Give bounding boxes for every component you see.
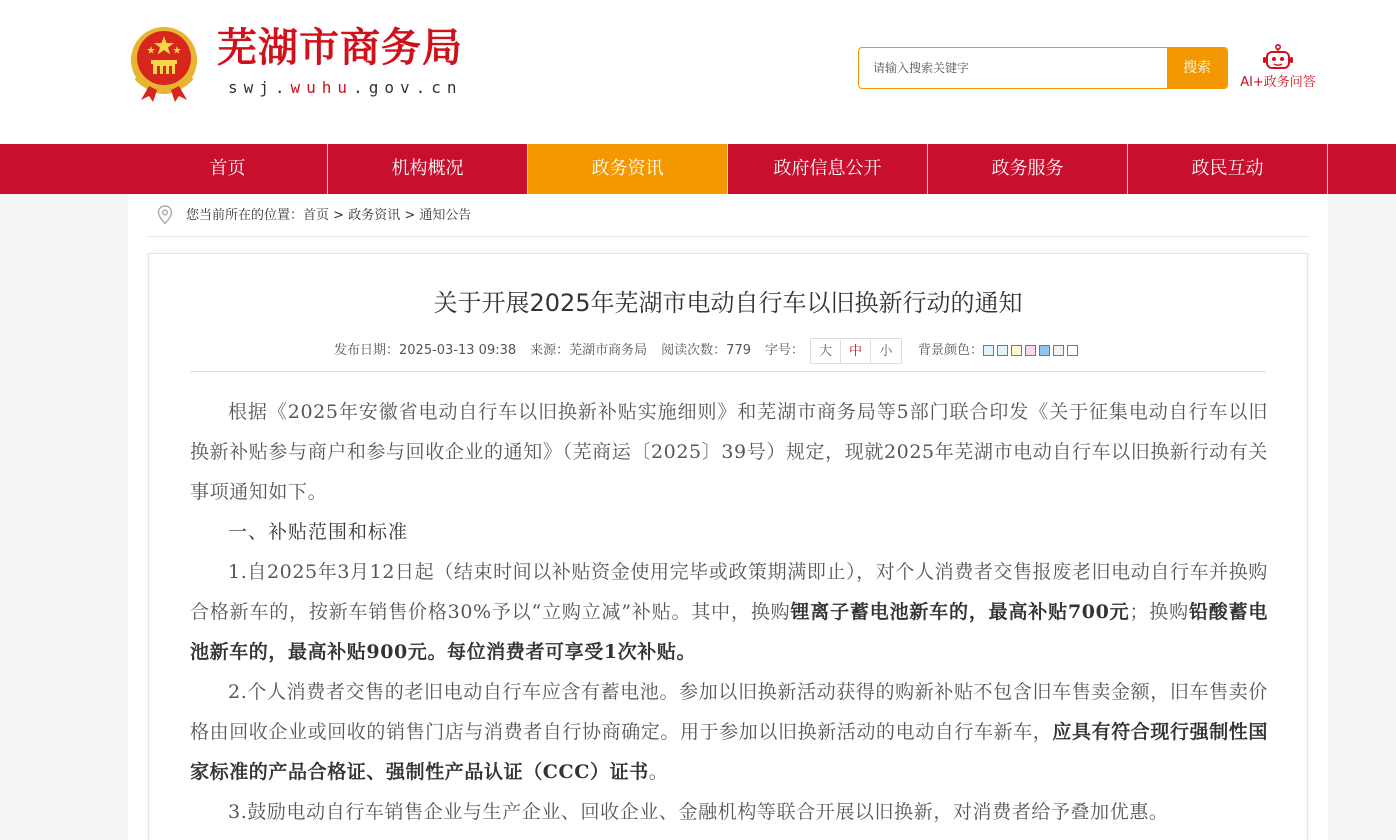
bg-color-swatch-4[interactable]	[1025, 345, 1036, 356]
breadcrumb	[186, 207, 471, 225]
bg-color-swatch-1[interactable]	[983, 345, 994, 356]
font-size-medium-button[interactable]: 中	[841, 340, 871, 364]
article-source: 来源：芜湖市商务局	[530, 343, 648, 358]
breadcrumb-divider	[148, 236, 1308, 237]
national-emblem-icon[interactable]	[127, 24, 201, 104]
search-box	[858, 47, 1228, 89]
breadcrumb-separator: >	[400, 208, 420, 223]
bg-color-label: 背景颜色：	[918, 343, 984, 358]
breadcrumb-prefix: 您当前所在的位置：	[186, 208, 304, 223]
p3-text-c: 。	[648, 761, 669, 783]
breadcrumb-home[interactable]: 首页	[303, 208, 330, 223]
bg-color-swatch-6[interactable]	[1053, 345, 1064, 356]
intro-paragraph: 根据《2025年安徽省电动自行车以旧换新补贴实施细则》和芜湖市商务局等5部门联合印发《关于征集电动自行车以旧换新补贴参与商户和参与回收企业的通知》（芜商运〔2025〕39号）规定，现就2025年芜湖市电动自行车以旧换新行动有关事项通知如下。	[190, 401, 1268, 503]
bg-color-swatch-3[interactable]	[1011, 345, 1022, 356]
font-size-small-button[interactable]: 小	[879, 344, 893, 359]
publish-date: 发布日期：2025-03-13 09:38	[334, 343, 517, 358]
p2-text-c: ；换购	[1129, 601, 1189, 623]
nav-item-services[interactable]: 政务服务	[928, 144, 1128, 194]
nav-item-interaction[interactable]: 政民互动	[1128, 144, 1328, 194]
location-pin-icon	[157, 205, 173, 225]
breadcrumb-notices[interactable]: 通知公告	[419, 208, 472, 223]
meta-divider	[190, 371, 1266, 372]
nav-item-news[interactable]: 政务资讯	[528, 144, 728, 194]
font-size-selector	[810, 338, 902, 364]
font-size-label: 字号：	[765, 343, 805, 358]
nav-item-home[interactable]: 首页	[128, 144, 328, 194]
p2-bold-lead-acid: 铅酸蓄电池新车的，最高补贴900元。每位消费者可享受1次补贴。	[190, 601, 1268, 663]
paragraph-item-2	[190, 672, 1268, 792]
bg-color-swatch-2[interactable]	[997, 345, 1008, 356]
robot-icon	[1261, 44, 1295, 72]
p2-bold-lithium: 锂离子蓄电池新车的，最高补贴700元	[790, 601, 1130, 623]
article-title: 关于开展2025年芜湖市电动自行车以旧换新行动的通知	[433, 289, 1023, 317]
p2-text-a: 1.自2025年3月12日起（结束时间以补贴资金使用完毕或政策期满即止），对个人消费者交售报废老旧电动自行车并换购合格新车的，按新车销售价格30%予以“立购立减”补贴。其中，换购	[190, 561, 1268, 623]
section-heading: 一、补贴范围和标准	[228, 521, 409, 543]
paragraph-item-3: 3.鼓励电动自行车销售企业与生产企业、回收企业、金融机构等联合开展以旧换新，对消费者给予叠加优惠。	[228, 801, 1169, 823]
paragraph-item-1	[190, 552, 1268, 672]
breadcrumb-news[interactable]: 政务资讯	[348, 208, 401, 223]
p3-bold-certificate: 应具有符合现行强制性国家标准的产品合格证、强制性产品认证（CCC）证书	[190, 721, 1269, 783]
article-body	[190, 392, 1268, 832]
p3-text-a: 2.个人消费者交售的老旧电动自行车应含有蓄电池。参加以旧换新活动获得的购新补贴不包含旧车售卖金额，旧车售卖价格由回收企业或回收的销售门店与消费者自行协商确定。用于参加以旧换新活动的电动自行车新车，	[190, 681, 1268, 743]
bg-color-swatches	[983, 343, 1081, 358]
url-suffix: .gov.cn	[353, 78, 463, 97]
url-prefix: swj.	[228, 78, 291, 97]
article-meta	[334, 338, 1081, 364]
main-nav	[0, 144, 1396, 194]
nav-item-info-disclosure[interactable]: 政府信息公开	[728, 144, 928, 194]
site-url	[228, 78, 463, 98]
nav-item-organization[interactable]: 机构概况	[328, 144, 528, 194]
bg-color-swatch-5[interactable]	[1039, 345, 1050, 356]
ai-qa-button[interactable]	[1236, 44, 1320, 94]
url-highlight: wuhu	[290, 78, 354, 97]
font-size-large-button[interactable]: 大	[811, 340, 841, 364]
search-input[interactable]	[859, 48, 1167, 88]
site-title[interactable]: 芜湖市商务局	[217, 25, 463, 71]
bg-color-swatch-7[interactable]	[1067, 345, 1078, 356]
breadcrumb-separator: >	[329, 208, 349, 223]
search-button[interactable]: 搜索	[1167, 48, 1227, 88]
ai-qa-label: AI+政务问答	[1240, 75, 1316, 90]
site-header	[0, 0, 1396, 144]
view-count: 阅读次数：779	[661, 343, 751, 358]
